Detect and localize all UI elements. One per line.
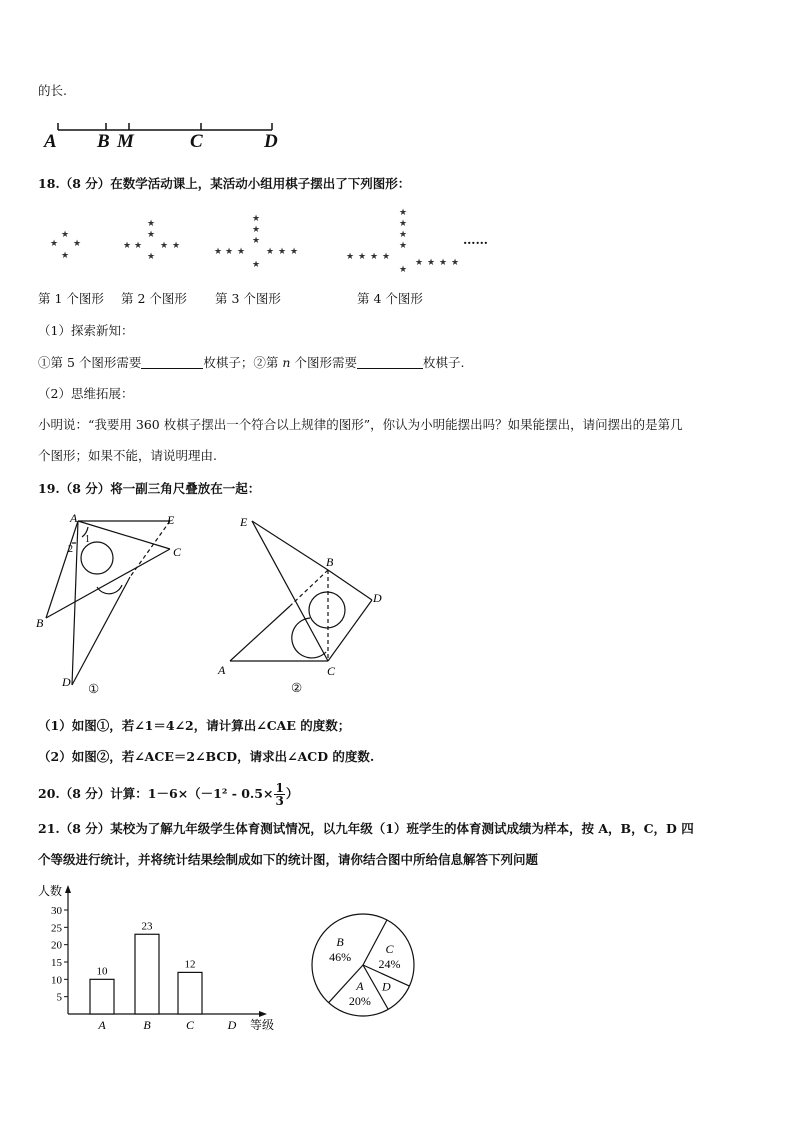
star-icon: ★: [289, 246, 299, 256]
x-axis-label: 等级: [250, 1018, 275, 1032]
star-icon: ★: [60, 229, 70, 239]
y-tick-label: 30: [51, 905, 62, 917]
star-icon: ★: [133, 240, 143, 250]
pie-label-B: B: [336, 934, 344, 949]
q18-part2-title: （2）思维拓展：: [38, 386, 134, 401]
bar-data-label: 10: [96, 965, 108, 978]
q21-line1: 21.（8 分）某校为了解九年级学生体育测试情况，以九年级（1）班学生的体育测试成绩为样本，按 A，B，C，D 四: [38, 821, 694, 836]
star-icon: ★: [171, 240, 181, 250]
q18-ellipsis: ……: [463, 232, 488, 247]
bar-C: [178, 972, 202, 1014]
pie-percent-C: 24%: [378, 956, 401, 971]
q19-title: 19.（8 分）将一副三角尺叠放在一起：: [38, 481, 261, 496]
answer-blank-1[interactable]: [141, 356, 203, 369]
q20-expression: 20.（8 分）计算：1－6×（－1² - 0.5× $\frac{1}{3}$ ）: [38, 781, 299, 808]
pie-chart: [305, 905, 425, 1025]
star-icon: ★: [146, 229, 156, 239]
q19-part1: （1）如图①，若∠1＝4∠2，请计算出∠CAE 的度数；: [38, 718, 351, 733]
point-label-c: C: [190, 131, 203, 152]
fig1-label-e: E: [167, 513, 175, 527]
point-label-m: M: [117, 131, 134, 152]
star-icon: ★: [213, 246, 223, 256]
bar-B: [135, 934, 159, 1014]
fig2-label-d: D: [373, 591, 382, 605]
x-axis-arrow: [259, 1011, 267, 1017]
star-icon: ★: [146, 251, 156, 261]
star-icon: ★: [72, 238, 82, 248]
pie-percent-A: 20%: [348, 993, 371, 1008]
q18-title: 18.（8 分）在数学活动课上，某活动小组用棋子摆出了下列图形：: [38, 176, 411, 191]
fig2-label-b: B: [326, 555, 334, 569]
star-icon: ★: [236, 246, 246, 256]
star-icon: ★: [159, 240, 169, 250]
fig2-label-c: C: [327, 664, 336, 678]
fig1-angle-2: 2: [68, 544, 73, 555]
q18-part2-line2: 个图形；如果不能，请说明理由.: [38, 448, 217, 463]
bar-A: [90, 979, 114, 1014]
star-icon: ★: [251, 224, 261, 234]
fig2-label-e: E: [240, 515, 248, 529]
star-icon: ★: [381, 251, 391, 261]
x-tick-label-D: D: [227, 1018, 237, 1032]
q19-figure-2: [210, 508, 395, 678]
q18-part1-title: （1）探索新知：: [38, 323, 134, 338]
fig1-label-b: B: [36, 616, 44, 630]
x-tick-label-B: B: [143, 1018, 151, 1032]
q21-line2: 个等级进行统计，并将统计结果绘制成如下的统计图，请你结合图中所给信息解答下列问题: [38, 852, 539, 867]
segment-figure: [36, 112, 296, 156]
y-axis-label: 人数: [38, 884, 63, 898]
star-icon: ★: [398, 207, 408, 217]
pie-label-C: C: [385, 941, 394, 956]
q19-fig1-caption: ①: [88, 681, 100, 696]
star-icon: ★: [49, 238, 59, 248]
q18-star-figures: [40, 200, 510, 280]
star-icon: ★: [414, 257, 424, 267]
point-label-d: D: [264, 131, 278, 152]
star-icon: ★: [146, 218, 156, 228]
star-icon: ★: [398, 218, 408, 228]
x-tick-label-A: A: [98, 1018, 106, 1032]
star-icon: ★: [398, 264, 408, 274]
star-icon: ★: [426, 257, 436, 267]
point-label-b: B: [97, 131, 110, 152]
q18-figure-label-4: 第 4 个图形: [357, 291, 423, 306]
pie-percent-B: 46%: [329, 949, 352, 964]
y-axis-arrow: [65, 885, 71, 893]
fig2-label-a: A: [218, 663, 226, 677]
fig1-label-d: D: [62, 675, 71, 689]
fraction: $\frac{1}{3}$: [275, 781, 284, 808]
y-tick-label: 5: [56, 991, 62, 1004]
star-icon: ★: [369, 251, 379, 261]
star-icon: ★: [224, 246, 234, 256]
bar-data-label: 23: [141, 920, 153, 933]
star-icon: ★: [122, 240, 132, 250]
y-tick-label: 20: [51, 939, 62, 952]
answer-blank-2[interactable]: [357, 356, 423, 369]
star-icon: ★: [251, 235, 261, 245]
q18-part1-line: ①第 5 个图形需要 枚棋子；②第 n 个图形需要 枚棋子.: [38, 355, 465, 370]
q18-figure-label-3: 第 3 个图形: [215, 291, 281, 306]
x-tick-label-C: C: [185, 1018, 195, 1032]
star-icon: ★: [450, 257, 460, 267]
pie-label-D: D: [382, 979, 391, 994]
star-icon: ★: [277, 246, 287, 256]
pie-label-A: A: [356, 978, 364, 993]
y-tick-label: 15: [51, 957, 62, 969]
q19-part2: （2）如图②，若∠ACE＝2∠BCD，请求出∠ACD 的度数.: [38, 749, 375, 764]
star-icon: ★: [60, 250, 70, 260]
fig1-angle-1: 1: [85, 534, 90, 545]
q18-figure-label-2: 第 2 个图形: [121, 291, 187, 306]
star-icon: ★: [251, 213, 261, 223]
bar-data-label: 12: [184, 958, 196, 971]
star-icon: ★: [357, 251, 367, 261]
point-label-a: A: [44, 131, 57, 152]
q19-fig2-caption: ②: [291, 680, 303, 695]
star-icon: ★: [438, 257, 448, 267]
y-tick-label: 25: [51, 922, 62, 935]
star-icon: ★: [265, 246, 275, 256]
q18-figure-label-1: 第 1 个图形: [38, 291, 104, 306]
star-icon: ★: [345, 251, 355, 261]
star-icon: ★: [398, 240, 408, 250]
y-tick-label: 10: [51, 974, 62, 987]
continued-text: 的长.: [38, 83, 67, 98]
star-icon: ★: [251, 259, 261, 269]
fig1-label-c: C: [173, 545, 182, 559]
q19-figure-1: [30, 505, 210, 700]
q18-part2-line1: 小明说：“我要用 360 枚棋子摆出一个符合以上规律的图形”，你认为小明能摆出吗？如果能摆出，请问摆出的是第几: [38, 417, 683, 432]
star-icon: ★: [398, 229, 408, 239]
fig1-label-a: A: [70, 511, 78, 525]
bar-chart: [34, 880, 284, 1040]
